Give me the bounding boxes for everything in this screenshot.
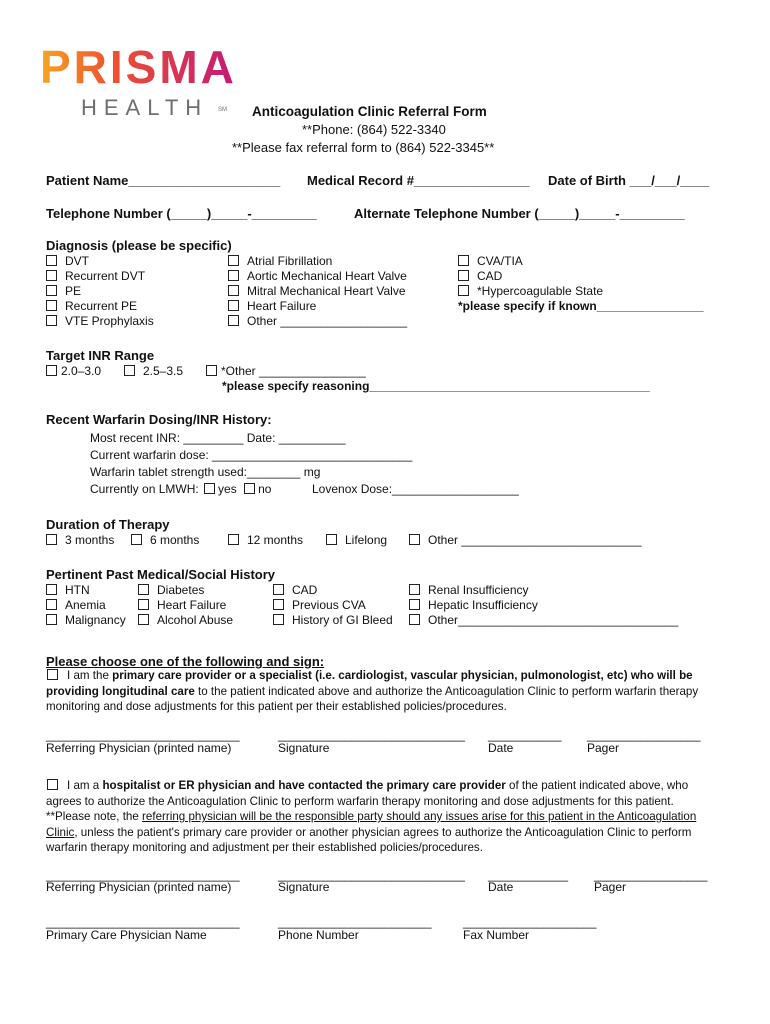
- checkbox[interactable]: [46, 599, 57, 610]
- diagnosis-heading: Diagnosis (please be specific): [46, 238, 232, 253]
- history-col1: [46, 583, 126, 628]
- tablet-strength-field[interactable]: Warfarin tablet strength used:________ mg: [90, 465, 321, 479]
- checkbox[interactable]: [124, 365, 135, 376]
- checkbox[interactable]: [273, 599, 284, 610]
- history-col4: [409, 583, 678, 628]
- fax-line: **Please fax referral form to (864) 522-3345**: [232, 140, 495, 155]
- attestation-primary: I am the primary care provider or a specialist (i.e. cardiologist, vascular physician, pulmonologist, etc) who will be providing longitudinal care to the patient indicated above and authorize the Anticoagulation Clinic to perform warfarin therapy monitoring and dose adjustments for this patient per their established policies/procedures.: [46, 669, 699, 713]
- checkbox[interactable]: [409, 584, 420, 595]
- signature-line-1[interactable]: ____________________________: [278, 728, 465, 742]
- checkbox[interactable]: [46, 584, 57, 595]
- diagnosis-col3: [458, 254, 704, 314]
- phone-number-label: Phone Number: [278, 928, 359, 942]
- duration-heading: Duration of Therapy: [46, 517, 170, 532]
- hospitalist-checkbox[interactable]: [47, 779, 58, 790]
- alt-telephone-field[interactable]: Alternate Telephone Number (_____)_____-_________: [354, 206, 685, 221]
- dx-cva-tia[interactable]: CVA/TIA: [458, 254, 704, 269]
- duration-other[interactable]: Other ___________________________: [409, 533, 642, 548]
- dx-dvt[interactable]: DVT: [46, 254, 154, 269]
- hx-gi-bleed[interactable]: History of GI Bleed: [273, 613, 393, 628]
- hx-cad[interactable]: CAD: [273, 583, 393, 598]
- inr-2.5-3.5[interactable]: 2.5–3.5: [124, 364, 183, 379]
- recent-inr-field[interactable]: Most recent INR: _________ Date: __________: [90, 431, 346, 445]
- hx-hepatic[interactable]: Hepatic Insufficiency: [409, 598, 678, 613]
- date-line-1[interactable]: ___________: [488, 728, 562, 742]
- history-col2: [138, 583, 233, 628]
- logo-word-prisma: PRISMA: [40, 41, 237, 88]
- checkbox[interactable]: [46, 365, 57, 376]
- lmwh-yes-checkbox[interactable]: [204, 483, 215, 494]
- checkbox[interactable]: [228, 300, 239, 311]
- checkbox[interactable]: [46, 300, 57, 311]
- phone-number-line[interactable]: _______________________: [278, 915, 432, 929]
- pager-line-1[interactable]: _________________: [587, 728, 701, 742]
- attestation-hospitalist: I am a hospitalist or ER physician and have contacted the primary care provider of the patient indicated above, who agrees to authorize the Anticoagulation Clinic to perform warfarin therapy monitoring and dose adjustments for this patient. **Please note, the referring physician will be the responsible party should any issues arise for this patient in the Anticoagulation Clinic, unless the patient's primary care provider or another physician agrees to authorize the Anticoagulation Clinic to perform warfarin therapy monitoring and adjustment per their established policies/procedures.: [46, 779, 697, 854]
- checkbox[interactable]: [409, 614, 420, 625]
- form-title: Anticoagulation Clinic Referral Form: [252, 104, 487, 119]
- checkbox[interactable]: [458, 270, 469, 281]
- referring-physician-label-2: Referring Physician (printed name): [46, 880, 232, 894]
- checkbox[interactable]: [46, 270, 57, 281]
- inr-other[interactable]: *Other ________________: [206, 364, 366, 379]
- warfarin-dose-field[interactable]: Current warfarin dose: ______________________________: [90, 448, 413, 462]
- fax-number-line[interactable]: ____________________: [463, 915, 597, 929]
- dx-hypercoagulable[interactable]: *Hypercoagulable State: [458, 284, 704, 299]
- logo-word-health: HEALTH: [81, 95, 209, 120]
- lovenox-dose-field[interactable]: Lovenox Dose:___________________: [312, 482, 519, 496]
- inr-reasoning-field[interactable]: *please specify reasoning__________________________________________: [222, 379, 650, 393]
- dx-other[interactable]: Other ___________________: [228, 314, 407, 329]
- hx-alcohol-abuse[interactable]: Alcohol Abuse: [138, 613, 233, 628]
- checkbox[interactable]: [138, 614, 149, 625]
- checkbox[interactable]: [326, 534, 337, 545]
- dx-mitral-valve[interactable]: Mitral Mechanical Heart Valve: [228, 284, 407, 299]
- checkbox[interactable]: [138, 584, 149, 595]
- checkbox[interactable]: [131, 534, 142, 545]
- date-label-2: Date: [488, 880, 514, 894]
- checkbox[interactable]: [46, 534, 57, 545]
- signature-label-1: Signature: [278, 741, 330, 755]
- dx-pe[interactable]: PE: [46, 284, 154, 299]
- history-heading: Pertinent Past Medical/Social History: [46, 567, 276, 582]
- prisma-health-logo: [40, 40, 260, 120]
- checkbox[interactable]: [409, 599, 420, 610]
- referring-physician-label-1: Referring Physician (printed name): [46, 741, 232, 755]
- lmwh-no-checkbox[interactable]: [244, 483, 255, 494]
- checkbox[interactable]: [273, 614, 284, 625]
- hx-renal[interactable]: Renal Insufficiency: [409, 583, 678, 598]
- checkbox[interactable]: [46, 315, 57, 326]
- checkbox[interactable]: [228, 285, 239, 296]
- hx-heart-failure[interactable]: Heart Failure: [138, 598, 233, 613]
- medical-record-field[interactable]: Medical Record #________________: [307, 173, 530, 188]
- checkbox[interactable]: [228, 270, 239, 281]
- dx-recurrent-dvt[interactable]: Recurrent DVT: [46, 269, 154, 284]
- date-of-birth-field[interactable]: Date of Birth ___/___/____: [548, 173, 710, 188]
- checkbox[interactable]: [206, 365, 217, 376]
- sign-heading: Please choose one of the following and sign:: [46, 654, 325, 669]
- duration-12-months[interactable]: 12 months: [228, 533, 303, 548]
- lmwh-no-label: no: [258, 482, 272, 496]
- pager-label-2: Pager: [594, 880, 627, 894]
- phone-line: **Phone: (864) 522-3340: [302, 122, 446, 137]
- checkbox[interactable]: [228, 315, 239, 326]
- checkbox[interactable]: [138, 599, 149, 610]
- lmwh-row: [90, 482, 271, 497]
- lmwh-yes-label: yes: [218, 482, 237, 496]
- checkbox[interactable]: [228, 255, 239, 266]
- pcp-name-line[interactable]: _____________________________: [46, 915, 240, 929]
- dx-recurrent-pe[interactable]: Recurrent PE: [46, 299, 154, 314]
- hx-anemia[interactable]: Anemia: [46, 598, 126, 613]
- diagnosis-col1: [46, 254, 154, 329]
- inr-2-3[interactable]: 2.0–3.0: [46, 364, 101, 379]
- fax-number-label: Fax Number: [463, 928, 530, 942]
- hx-previous-cva[interactable]: Previous CVA: [273, 598, 393, 613]
- duration-3-months[interactable]: 3 months: [46, 533, 114, 548]
- warfarin-heading: Recent Warfarin Dosing/INR History:: [46, 412, 272, 427]
- signature-line-2[interactable]: ____________________________: [278, 868, 465, 882]
- checkbox[interactable]: [228, 534, 239, 545]
- dx-vte-prophylaxis[interactable]: VTE Prophylaxis: [46, 314, 154, 329]
- diagnosis-col2: [228, 254, 407, 329]
- checkbox[interactable]: [458, 255, 469, 266]
- checkbox[interactable]: [46, 255, 57, 266]
- hx-other[interactable]: Other_________________________________: [409, 613, 678, 628]
- dx-atrial-fibrillation[interactable]: Atrial Fibrillation: [228, 254, 407, 269]
- signature-label-2: Signature: [278, 880, 330, 894]
- pager-line-2[interactable]: _________________: [594, 868, 708, 882]
- pcp-name-label: Primary Care Physician Name: [46, 928, 207, 942]
- history-col3: [273, 583, 393, 628]
- date-line-2[interactable]: ____________: [488, 868, 569, 882]
- dx-heart-failure[interactable]: Heart Failure: [228, 299, 407, 314]
- referring-physician-line-2[interactable]: _____________________________: [46, 868, 240, 882]
- logo-sm-mark: SM: [218, 107, 227, 113]
- inr-heading: Target INR Range: [46, 348, 155, 363]
- dx-aortic-valve[interactable]: Aortic Mechanical Heart Valve: [228, 269, 407, 284]
- date-label-1: Date: [488, 741, 514, 755]
- checkbox[interactable]: [273, 584, 284, 595]
- checkbox[interactable]: [409, 534, 420, 545]
- checkbox[interactable]: [46, 285, 57, 296]
- patient-name-field[interactable]: Patient Name_____________________: [46, 173, 281, 188]
- referring-physician-line-1[interactable]: _____________________________: [46, 728, 240, 742]
- hx-htn[interactable]: HTN: [46, 583, 126, 598]
- primary-care-checkbox[interactable]: [47, 669, 58, 680]
- lmwh-label: Currently on LMWH:: [90, 482, 199, 496]
- telephone-field[interactable]: Telephone Number (_____)_____-_________: [46, 206, 317, 221]
- dx-cad[interactable]: CAD: [458, 269, 704, 284]
- pager-label-1: Pager: [587, 741, 620, 755]
- hx-malignancy[interactable]: Malignancy: [46, 613, 126, 628]
- checkbox[interactable]: [458, 285, 469, 296]
- duration-lifelong[interactable]: Lifelong: [326, 533, 387, 548]
- dx-specify-field[interactable]: *please specify if known________________: [458, 299, 704, 313]
- hx-diabetes[interactable]: Diabetes: [138, 583, 233, 598]
- prisma-logo-mark: [40, 40, 255, 88]
- checkbox[interactable]: [46, 614, 57, 625]
- duration-6-months[interactable]: 6 months: [131, 533, 199, 548]
